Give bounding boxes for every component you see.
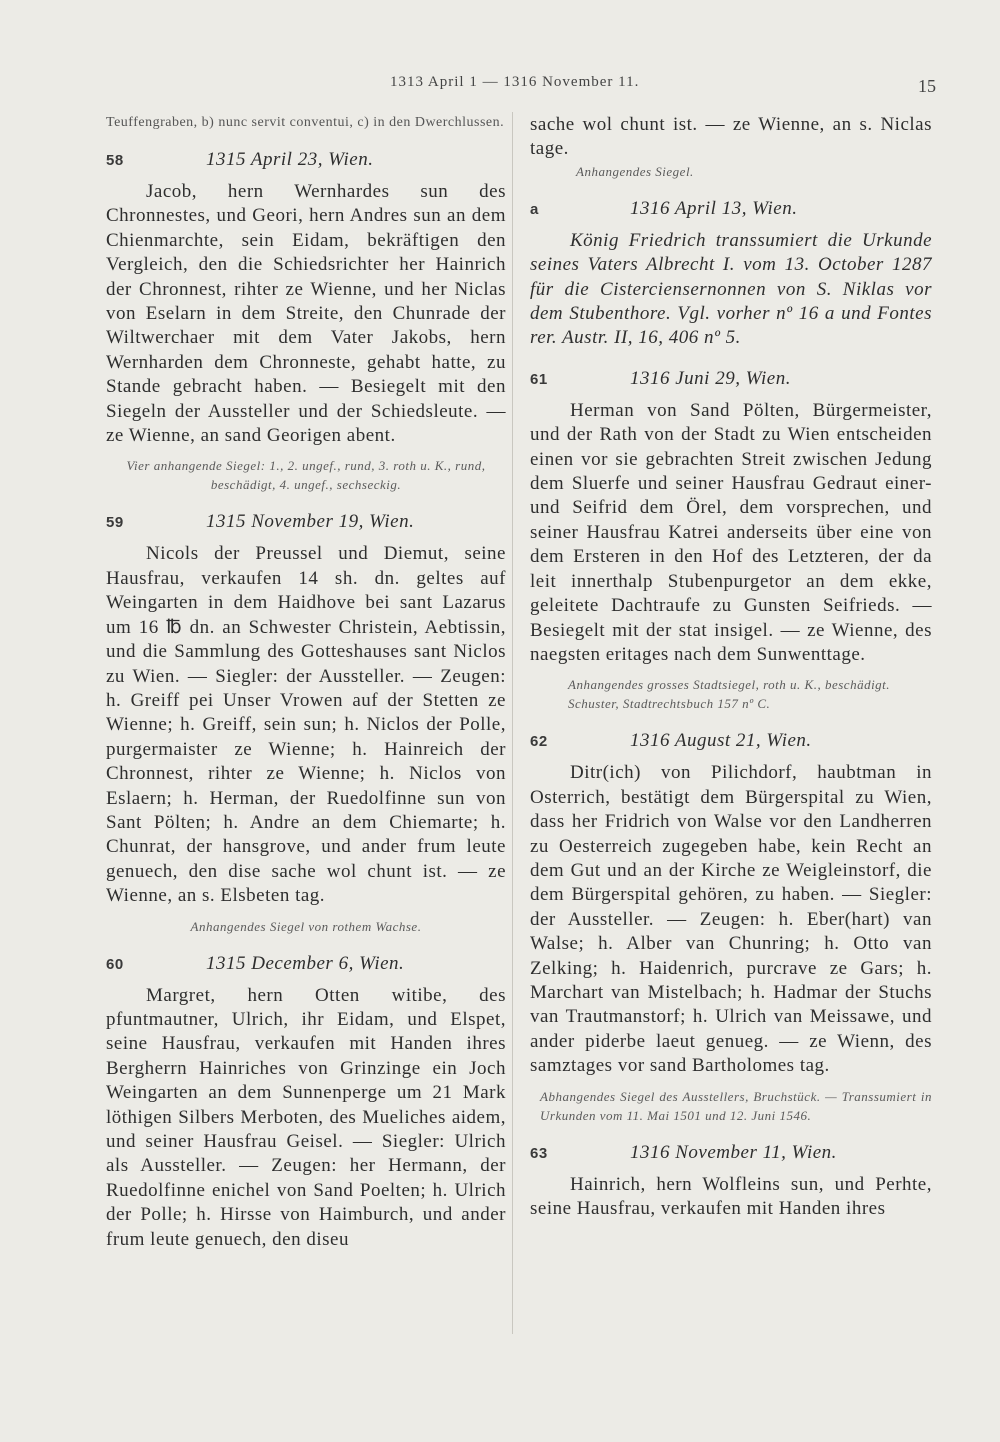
entry-60 xyxy=(106,952,506,1252)
intro-footnote: Teuffengraben, b) nunc servit conventui, c) in den Dwerchlussen. xyxy=(106,115,505,130)
entry-heading xyxy=(106,148,506,172)
entry-body: Ditr(ich) von Pilichdorf, haubtman in Osterrich, bestätigt dem Bürgerspital zu Wien, dass her Fridrich von Walse vor den Landherren zu Oesterreich zugegeben habe, kein Recht an dem Gut und an der Kirche ze Weigleinstorf, die dem Bürgerspital gehören, zu haben. — Siegler: der Aussteller. — Zeugen: h. Eber(hart) van Walse; h. Alber van Chunring; h. Otto van Zelking; h. Haidenrich, purcrave ze Gars; h. Marchart van Mistelbach; h. Hadmar der Stuchs van Trautmanstorf; h. Ulrich van Meissawe, und ander piderbe laeut genueg. — ze Wienn, des samztages vor sand Bartholomes tag. xyxy=(530,762,932,1077)
entry-heading xyxy=(530,367,932,391)
entry-note: Schuster, Stadtrechtsbuch 157 nº C. xyxy=(568,696,771,712)
entry-date: 1315 December 6, Wien. xyxy=(206,952,405,974)
entry-date: 1316 November 11, Wien. xyxy=(630,1141,837,1163)
entry-63 xyxy=(530,1141,932,1222)
entry-note: Vier anhangende Siegel: 1., 2. ungef., rund, 3. roth u. K., rund, beschädigt, 4. ungef., sechseckig. xyxy=(126,458,486,493)
entry-body: Hainrich, hern Wolfleins sun, und Perhte, seine Hausfrau, verkaufen mit Handen ihres xyxy=(530,1173,932,1219)
entry-note: Anhangendes grosses Stadtsiegel, roth u. K., beschädigt. xyxy=(568,677,891,693)
entry-a xyxy=(530,197,932,351)
entry-number: 61 xyxy=(530,370,548,388)
entry-number: 62 xyxy=(530,733,548,751)
entry-body: Margret, hern Otten witibe, des pfuntmautner, Ulrich, ihr Eidam, und Elspet, seine Hausfrau, verkaufen mit Handen ihres Bergherrn Hainriches von Grinzinge ein Joch Weingarten an dem Sunnenperge um 21 Mark löthigen Silbers Merboten, des Mueliches aidem, und seiner Hausfrau Geisel. — Siegler: Ulrich als Aussteller. — Zeugen: her Hermann, der Ruedolfinne enichel von Sand Poelten; h. Ulrich der Polle; h. Hirsse von Haimburch, und ander frum leute genuech, den diseu xyxy=(106,984,506,1250)
page-header xyxy=(0,74,1000,100)
entry-62 xyxy=(530,729,932,1124)
entry-heading xyxy=(530,197,932,221)
entry-58 xyxy=(106,148,506,494)
right-column xyxy=(530,113,932,1221)
entry-heading xyxy=(106,510,506,534)
entry-number: 63 xyxy=(530,1144,548,1162)
entry-date: 1315 April 23, Wien. xyxy=(206,149,374,170)
continued-note: Anhangendes Siegel. xyxy=(576,163,694,179)
entry-body: Herman von Sand Pölten, Bürgermeister, und der Rath von der Stadt zu Wien entscheiden einen vor sie gebrachten Streit zwischen Jedung dem Sluerfe und seiner Hausfrau Gedraut einer- und Seifrid dem Örel, dem vorsprechen, und seiner Hausfrau Katrei anderseits über eine von dem Ersteren in den Hof des Letzteren, der da leit innerthalp Stubenpurgetor an dem ekke, geleitete Dachtraufe zu Gunsten Seifrieds. — Besiegelt mit der stat insigel. — ze Wienne, des naegsten eritages nach dem Sunwenttage. xyxy=(530,399,932,665)
running-head: 1313 April 1 — 1316 November 11. xyxy=(390,74,640,90)
left-column xyxy=(106,113,506,1252)
entry-number: 59 xyxy=(106,514,124,532)
entry-note: Anhangendes Siegel von rothem Wachse. xyxy=(190,918,422,934)
entry-date: 1316 August 21, Wien. xyxy=(630,730,812,752)
continued-text: sache wol chunt ist. — ze Wienne, an s. Niclas tage. xyxy=(530,114,932,160)
entry-61 xyxy=(530,367,932,713)
entry-heading xyxy=(530,1141,932,1165)
column-divider xyxy=(512,112,513,1334)
entry-number: a xyxy=(530,200,539,218)
entry-number: 60 xyxy=(106,955,124,973)
entry-date: 1315 November 19, Wien. xyxy=(206,511,415,533)
entry-number: 58 xyxy=(106,152,124,169)
entry-59 xyxy=(106,510,506,935)
entry-heading xyxy=(106,952,506,976)
entry-heading xyxy=(530,729,932,753)
entry-body: Jacob, hern Wernhardes sun des Chronnestes, und Geori, hern Andres sun an dem Chienmarchte, sein Eidam, bekräftigen den Vergleich, den die Schiedsrichter her Hainrich der Chronnest, rihter ze Wienne, und her Niclas von Eselarn in dem Streite, den Chunrade der Wiltwerchaer mit dem Vater Jakobs, hern Wernharden dem Chronneste, gehabt hatte, zu Stande gebracht haben. — Besiegelt mit den Siegeln der Aussteller und der Schiedsleute. — ze Wienne, an sand Georigen abent. xyxy=(106,181,506,447)
entry-body: König Friedrich transsumiert die Urkunde seines Vaters Albrecht I. vom 13. October 1287 für die Cisterciensernonnen von S. Niklas vor dem Stubenthore. Vgl. vorher nº 16 a und Fontes rer. Austr. II, 16, 406 nº 5. xyxy=(530,229,932,349)
entry-body: Nicols der Preussel und Diemut, seine Hausfrau, verkaufen 14 sh. dn. geltes auf Weingarten in dem Haidhove bei sant Lazarus um 16 ℔ dn. an Schwester Christein, Aebtissin, und die Sammlung des Gotteshauses sant Niclos zu Wien. — Siegler: der Aussteller. — Zeugen: h. Greiff pei Unser Vrowen auf der Stetten ze Wienne; h. Greiff, sein sun; h. Niclos der Polle, purgermaister ze Wienne; h. Hainreich der Chronnest, rihter ze Wienne; h. Niclos von Eslaern; h. Herman, der Ruedolfinne sun von Sant Pölten; h. Andre an dem Chiemarte; h. Chunrat, der hansgrove, und ander frum leute genuech, den dise sache wol chunt ist. — ze Wienne, an s. Elsbeten tag. xyxy=(106,543,506,907)
page-number: 15 xyxy=(918,76,936,96)
entry-note: Abhangendes Siegel des Ausstellers, Bruchstück. — Transsumiert in Urkunden vom 11. Mai 1501 und 12. Juni 1546. xyxy=(540,1088,932,1123)
entry-date: 1316 Juni 29, Wien. xyxy=(630,367,791,389)
entry-date: 1316 April 13, Wien. xyxy=(630,197,798,219)
